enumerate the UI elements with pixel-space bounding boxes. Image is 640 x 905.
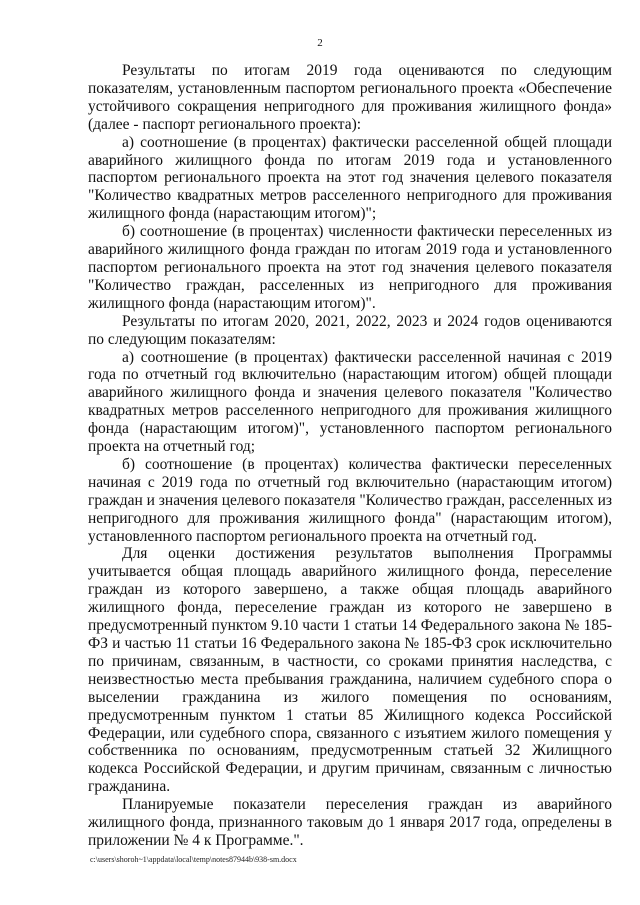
paragraph-2020-2024-citizens-ratio: б) соотношение (в процентах) количества фактически переселенных начиная с 2019 года по отчетный год включительно (нарастающим итогом) граждан и значения целевого показателя "Количество граждан, расселенных из непригодного для проживания жилищного фонда" (нарастающим итогом), установленного паспортом регионального проекта на отчетный год. bbox=[88, 455, 612, 545]
paragraph-evaluation-rules: Для оценки достижения результатов выполнения Программы учитывается общая площадь аварийного жилищного фонда, переселение граждан из которого завершено, а также общая площадь аварийного жилищного фонда, переселение граждан из которого не завершено в предусмотренный пунктом 9.10 части 1 статьи 14 Федерального закона № 185-ФЗ и частью 11 статьи 16 Федерального закона № 185-ФЗ срок исключительно по причинам, связанным, в частности, со сроками принятия наследства, с неизвестностью места пребывания гражданина, наличием судебного спора о выселении гражданина из жилого помещения по основаниям, предусмотренным пунктом 1 статьи 85 Жилищного кодекса Российской Федерации, или судебного спора, связанного с изъятием жилого помещения у собственника по основаниям, предусмотренным статьей 32 Жилищного кодекса Российской Федерации, и другим причинам, связанным с личностью гражданина. bbox=[88, 545, 612, 796]
paragraph-2020-2024-area-ratio: а) соотношение (в процентах) фактически расселенной начиная с 2019 года по отчетный год включительно (нарастающим итогом) общей площади аварийного жилищного фонда и значения целевого показателя "Количество квадратных метров расселенного непригодного для проживания жилищного фонда (нарастающим итогом)", установленного паспортом регионального проекта на отчетный год; bbox=[88, 348, 612, 456]
paragraph-2019-area-ratio: а) соотношение (в процентах) фактически расселенной общей площади аварийного жилищного фонда по итогам 2019 года и установленного паспортом регионального проекта на этот год значения целевого показателя "Количество квадратных метров расселенного непригодного для проживания жилищного фонда (нарастающим итогом)"; bbox=[88, 133, 612, 223]
document-body bbox=[88, 62, 612, 850]
footer-file-path: c:\users\shoroh~1\appdata\local\temp\notes87944b\938-sm.docx bbox=[90, 855, 297, 864]
paragraph-planned-indicators: Планируемые показатели переселения граждан из аварийного жилищного фонда, признанного таковым до 1 января 2017 года, определены в приложении № 4 к Программе.". bbox=[88, 796, 612, 849]
paragraph-2019-citizens-ratio: б) соотношение (в процентах) численности фактически переселенных из аварийного жилищного фонда граждан по итогам 2019 года и установленного паспортом регионального проекта на этот год значения целевого показателя "Количество граждан, расселенных из непригодного для проживания жилищного фонда (нарастающим итогом)". bbox=[88, 223, 612, 312]
page-number: 2 bbox=[317, 37, 323, 49]
paragraph-intro-2020-2024: Результаты по итогам 2020, 2021, 2022, 2023 и 2024 годов оцениваются по следующим показателям: bbox=[88, 312, 612, 348]
paragraph-intro-2019: Результаты по итогам 2019 года оцениваются по следующим показателям, установленным паспортом регионального проекта «Обеспечение устойчивого сокращения непригодного для проживания жилищного фонда» (далее - паспорт регионального проекта): bbox=[88, 62, 612, 133]
